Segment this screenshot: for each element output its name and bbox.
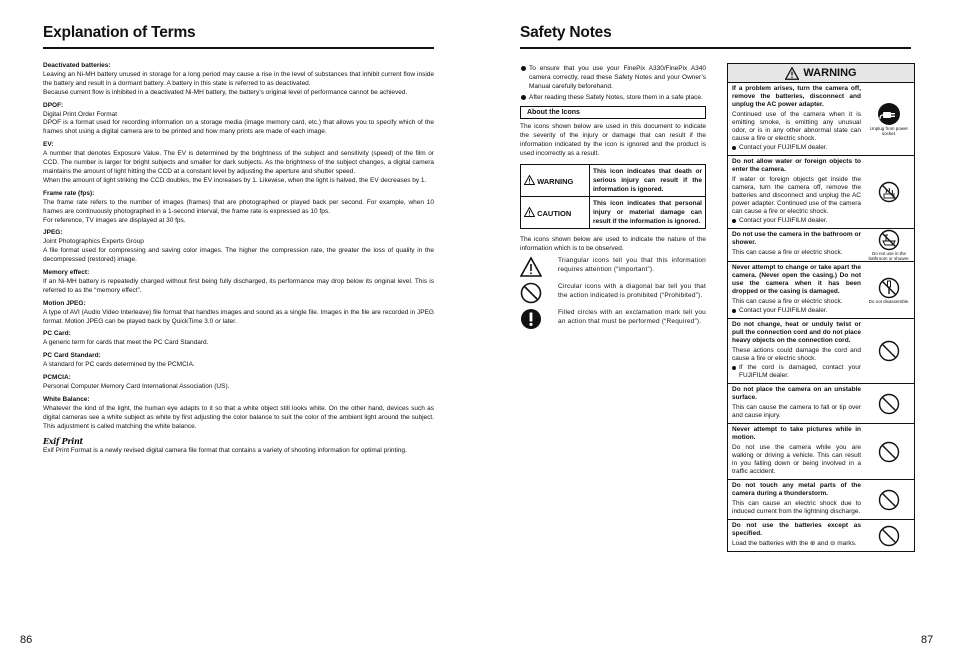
warning-plain: Load the batteries with the ⊕ and ⊖ marks. xyxy=(732,540,857,547)
warning-plain: This can cause a fire or electric shock. xyxy=(732,298,843,305)
term-motion-jpeg xyxy=(43,300,434,327)
warning-bold: Do not use the batteries except as specified. xyxy=(732,522,861,537)
warning-icon-cell xyxy=(864,229,914,261)
warning-bold: Do not change, heat or unduly twist or pull the connection cord and do not place heavy objects on the connection cord. xyxy=(732,321,861,344)
term-title: PC Card: xyxy=(43,330,71,338)
warning-header-label: WARNING xyxy=(803,67,857,79)
intro-bullet-text: To ensure that you use your FinePix A330/FinePix A340 camera correctly, read these Safety Notes and your Owner’s Manual carefully beforehand. xyxy=(529,65,706,90)
no-water-icon xyxy=(878,181,900,203)
term-title: PC Card Standard: xyxy=(43,352,101,360)
warning-row xyxy=(728,424,914,480)
term-title: Frame rate (fps): xyxy=(43,189,95,197)
about-icons-text: The icons shown below are used in this document to indicate the severity of the injury or damage that can result if the information indicated by the icon is ignored and the product is used incorrectly as a result. xyxy=(520,123,706,157)
bullet-dot xyxy=(732,146,736,150)
term-title: PCMCIA: xyxy=(43,374,71,382)
icon-caption: Do not disassemble. xyxy=(868,298,910,304)
icon-meaning-required xyxy=(520,308,706,330)
warning-bullet: Contact your FUJIFILM dealer. xyxy=(732,217,861,225)
warning-icon-cell xyxy=(864,424,914,479)
icons-intro-text: The icons shown below are used to indicate the nature of the information which is to be observed. xyxy=(520,236,706,252)
term-text: If an Ni-MH battery is repeatedly charged without first being fully discharged, its performance may drop below its original level. This is referred to as the “memory effect”. xyxy=(43,277,434,294)
term-title: EV: xyxy=(43,141,54,149)
warning-plain: If water or foreign objects get inside the camera, turn the camera off, remove the batteries and disconnect and unplug the AC power adapter. Continued use of the camera can cause a fire or electric shock. xyxy=(732,176,861,215)
bullet-dot xyxy=(732,219,736,223)
warning-icon-cell xyxy=(864,83,914,155)
page-number-left: 86 xyxy=(20,634,33,646)
term-pc-card-standard xyxy=(43,352,434,370)
severity-description: This icon indicates that personal injury or material damage can result if the information is ignored. xyxy=(590,197,706,229)
warning-plain: These actions could damage the cord and cause a fire or electric shock. xyxy=(732,347,861,362)
term-text: Exif Print Format is a newly revised digital camera file format that contains a variety of shooting information for optimal printing. xyxy=(43,447,407,455)
severity-label: WARNING xyxy=(521,165,590,197)
title-rule-left xyxy=(43,47,434,49)
warning-row xyxy=(728,156,914,229)
warning-icon-cell xyxy=(864,262,914,318)
required-filled-circle-icon xyxy=(520,308,542,330)
severity-table xyxy=(520,164,706,229)
severity-row-warning xyxy=(521,165,706,197)
warning-row-text xyxy=(728,424,864,479)
term-dpof xyxy=(43,102,434,138)
warning-row-text xyxy=(728,83,864,155)
severity-label: CAUTION xyxy=(521,197,590,229)
term-text: Whatever the kind of the light, the human eye adapts to it so that a white object still looks white. On the other hand, devices such as digital cameras see a white subject as white by first adjusting the color balance to suit the color of the ambient light around the subject. This adjustment is called matching the white balance. xyxy=(43,404,434,430)
warning-bold: Do not touch any metal parts of the camera during a thunderstorm. xyxy=(732,482,861,497)
prohibited-icon xyxy=(878,489,900,511)
term-text: A generic term for cards that meet the PC Card Standard. xyxy=(43,339,209,347)
warning-bullet: Contact your FUJIFILM dealer. xyxy=(732,144,861,152)
term-text: A type of AVI (Audio Video Interleave) file format that handles images and sound as a single file. Images in the file are recorded in JPEG format. Motion JPEG can be played back by QuickTime 3.0 or later. xyxy=(43,308,434,325)
bullet-dot xyxy=(521,95,526,100)
term-text: When the amount of light striking the CCD doubles, the EV increases by 1. Likewise, when the light is halved, the EV decreases by 1. xyxy=(43,176,427,184)
term-pcmcia xyxy=(43,374,434,392)
warning-row-text xyxy=(728,520,864,551)
warning-icon-cell xyxy=(864,384,914,423)
icon-meaning-text: Filled circles with an exclamation mark tell you an action that must be performed (“Required”). xyxy=(558,309,706,325)
term-memory-effect xyxy=(43,269,434,296)
term-title: Deactivated batteries: xyxy=(43,62,111,69)
term-title: Memory effect: xyxy=(43,269,90,277)
term-title: DPOF: xyxy=(43,101,64,109)
warning-row-text xyxy=(728,262,864,318)
term-pc-card xyxy=(43,330,434,348)
term-title: JPEG: xyxy=(43,229,63,237)
prohibited-icon xyxy=(878,525,900,547)
warning-plain: This can cause a fire or electric shock. xyxy=(732,249,843,256)
warning-bullet: Contact your FUJIFILM dealer. xyxy=(732,307,861,315)
warning-row xyxy=(728,262,914,319)
severity-row-caution xyxy=(521,197,706,229)
caution-triangle-icon xyxy=(524,207,535,217)
warning-bold: If a problem arises, turn the camera off, remove the batteries, disconnect and unplug the AC power adapter. xyxy=(732,85,861,108)
icon-meaning-text: Circular icons with a diagonal bar tell you that the action indicated is prohibited (“Prohibited”). xyxy=(558,283,706,299)
no-disassemble-icon xyxy=(878,277,900,299)
warning-row xyxy=(728,83,914,156)
warning-row-text xyxy=(728,319,864,383)
term-title: Motion JPEG: xyxy=(43,299,86,307)
page-title-left: Explanation of Terms xyxy=(43,24,196,41)
warning-row-text xyxy=(728,156,864,228)
term-text: The frame rate refers to the number of images (frames) that are photographed or played back per second. For example, when 10 frames are continuously photographed in a 1-second interval, the frame rate is expressed as 10 fps. xyxy=(43,198,434,215)
triangle-icon xyxy=(520,256,542,278)
intro-bullet-text: After reading these Safety Notes, store them in a safe place. xyxy=(529,94,703,101)
intro-bullet xyxy=(520,64,706,91)
warning-bold: Do not place the camera on an unstable surface. xyxy=(732,386,861,401)
intro-bullet xyxy=(520,93,706,102)
term-jpeg xyxy=(43,229,434,265)
icon-caption: Do not use in the bathroom or shower. xyxy=(868,251,910,261)
warning-plain: This can cause the camera to fall or tip over and cause injury. xyxy=(732,404,861,419)
unplug-icon xyxy=(877,102,901,126)
icon-caption: Unplug from power socket. xyxy=(869,126,909,136)
prohibited-circle-icon xyxy=(520,282,542,304)
term-text: Because current flow is inhibited in a deactivated Ni-MH battery, the battery’s original level of performance cannot be achieved. xyxy=(43,88,408,96)
warning-row-text xyxy=(728,480,864,519)
icon-meaning-text: Triangular icons tell you that this information requires attention (“important”). xyxy=(558,257,706,273)
warning-bold: Do not use the camera in the bathroom or shower. xyxy=(732,231,861,246)
about-icons-heading: About the Icons xyxy=(520,106,706,119)
warning-row-text xyxy=(728,384,864,423)
warning-triangle-icon xyxy=(524,175,535,185)
term-title: White Balance: xyxy=(43,395,90,403)
warning-row xyxy=(728,229,914,262)
warning-bold: Never attempt to take pictures while in motion. xyxy=(732,426,861,441)
warning-icon-cell xyxy=(864,319,914,383)
warning-table-header xyxy=(728,64,914,83)
term-text: For reference, TV images are displayed at 30 fps. xyxy=(43,216,186,224)
warning-plain: Continued use of the camera when it is emitting smoke, is emitting any unusual odor, or is in any other abnormal state can cause a fire or electric shock. xyxy=(732,111,861,142)
warning-bullet: If the cord is damaged, contact your FUJIFILM dealer. xyxy=(732,364,861,380)
warning-row xyxy=(728,384,914,424)
term-text: A file format used for compressing and saving color images. The higher the compression rate, the greater the loss of quality in the decompressed (restored) image. xyxy=(43,247,434,264)
bullet-dot xyxy=(732,366,736,370)
warning-table xyxy=(727,63,915,552)
term-frame-rate xyxy=(43,190,434,226)
warning-row xyxy=(728,520,914,551)
severity-description: This icon indicates that death or serious injury can result if the information is ignored. xyxy=(590,165,706,197)
term-exif-print xyxy=(43,436,434,457)
no-bathroom-icon xyxy=(878,229,900,251)
term-text: Personal Computer Memory Card International Association (US). xyxy=(43,383,230,390)
warning-plain: Do not use the camera while you are walking or driving a vehicle. This can result in you falling down or being involved in a traffic accident. xyxy=(732,444,861,475)
title-rule-right xyxy=(520,47,911,49)
page-number-right: 87 xyxy=(921,634,934,646)
warning-bold: Never attempt to change or take apart the camera. (Never open the casing.) Do not use the camera when it has been dropped or the casing is damaged. xyxy=(732,264,861,295)
term-text: Digital Print Order Format xyxy=(43,110,118,118)
term-white-balance xyxy=(43,396,434,432)
warning-icon-cell xyxy=(864,156,914,228)
icon-meaning-triangle xyxy=(520,256,706,278)
warning-row-text xyxy=(728,229,864,261)
warning-icon-cell xyxy=(864,520,914,551)
warning-plain: This can cause an electric shock due to induced current from the lightning discharge. xyxy=(732,500,861,515)
term-text: Joint Photographics Experts Group xyxy=(43,238,144,246)
terms-column xyxy=(43,62,434,460)
term-text: A standard for PC cards determined by the PCMCIA. xyxy=(43,361,195,369)
bullet-dot xyxy=(732,309,736,313)
term-text: DPOF is a format used for recording information on a storage media (image memory card, etc.) that allows you to specify which of the frames shot using a digital camera are to be printed and how many prints are made of each image. xyxy=(43,119,434,136)
warning-icon-cell xyxy=(864,480,914,519)
page-title-right: Safety Notes xyxy=(520,24,612,41)
term-ev xyxy=(43,141,434,186)
prohibited-icon xyxy=(878,441,900,463)
exif-print-logo: Exif Print xyxy=(43,435,83,446)
bullet-dot xyxy=(521,66,526,71)
prohibited-icon xyxy=(878,340,900,362)
icon-meaning-prohibited xyxy=(520,282,706,304)
warning-row xyxy=(728,480,914,520)
warning-triangle-icon xyxy=(785,67,799,80)
term-text: A number that denotes Exposure Value. The EV is determined by the brightness of the subject and sensitivity (speed) of the film or CCD. The number is larger for bright subjects and smaller for dark subjects. As the brightness of the subject changes, a digital camera maintains the amount of light hitting the CCD at a constant level by adjusting the aperture and shutter speed. xyxy=(43,150,434,175)
term-text: Leaving an Ni-MH battery unused in storage for a long period may cause a rise in the level of substances that inhibit current flow inside the battery and result in a dormant battery. A battery in this state is referred to as deactivated. xyxy=(43,70,434,87)
warning-row xyxy=(728,319,914,384)
warning-bold: Do not allow water or foreign objects to enter the camera. xyxy=(732,158,861,173)
term-deactivated-batteries xyxy=(43,62,434,98)
safety-intro-column xyxy=(520,64,706,334)
prohibited-icon xyxy=(878,393,900,415)
